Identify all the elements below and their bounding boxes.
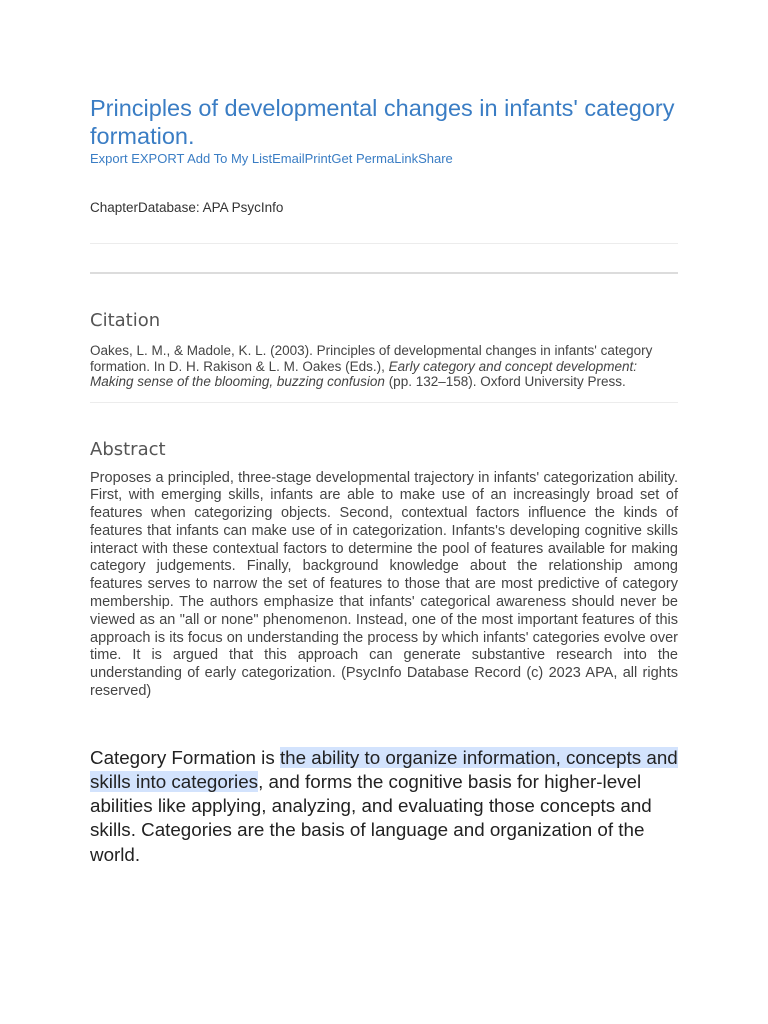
article-title: Principles of developmental changes in infants' category formation. (90, 95, 675, 149)
definition-prefix: Category Formation is (90, 746, 280, 768)
print-link[interactable]: Print (304, 151, 332, 166)
record-meta (90, 200, 678, 216)
abstract-text: Proposes a principled, three-stage developmental trajectory in infants' categorization ability. First, with emerging skills, infants are able to make use of an increasingly broad set of features when categorizing objects. Second, contextual factors influence the kinds of features that infants can make use of in categorization. Infants's developing cognitive skills interact with these contextual factors to determine the pool of features available for making category judgements. Finally, background knowledge about the relationship among features serves to narrow the set of features to those that are most predictive of category membership. The authors emphasize that infants' categorical awareness should never be viewed as an "all or none" phenomenon. Instead, one of the most important features of this approach is its focus on understanding the process by which infants' categories evolve over time. It is argued that this approach can generate substantive research into the understanding of early categorization. (PsycInfo Database Record (c) 2023 APA, all rights reserved) (90, 469, 678, 700)
citation-book-title: Early category and concept development: Making sense of the blooming, buzzing confusion (90, 358, 638, 389)
definition-suffix: , and forms the cognitive basis for higher-level abilities like applying, analyzing, and evaluating those concepts and skills. Categories are the basis of language and organization of the world. (90, 771, 652, 865)
citation-heading: Citation (90, 310, 161, 331)
divider (90, 402, 678, 403)
share-link[interactable]: Share (418, 151, 453, 166)
article-content (90, 94, 678, 867)
divider (90, 243, 678, 244)
citation-publisher: (pp. 132–158). Oxford University Press. (384, 374, 626, 389)
citation-authors: Oakes, L. M., & Madole, K. L. (2003). Principles of developmental changes in infants' category formation. In D. H. Rakison & L. M. Oakes (Eds.), (90, 343, 653, 374)
get-permalink-link[interactable]: Get PermaLink (331, 151, 419, 166)
divider (90, 272, 678, 274)
add-to-my-list-link[interactable]: Add To My List (187, 151, 273, 166)
email-link[interactable]: Email (272, 151, 305, 166)
record-type: Chapter (90, 200, 139, 215)
export-link[interactable]: Export (90, 151, 128, 166)
definition-paragraph (90, 746, 678, 867)
database-label: Database: APA PsycInfo (138, 200, 284, 215)
action-links (90, 151, 678, 167)
citation-text (90, 343, 678, 390)
abstract-heading: Abstract (90, 438, 166, 460)
export-caps-link[interactable]: EXPORT (131, 151, 185, 166)
highlighted-definition: the ability to organize information, concepts and skills into categories (90, 746, 678, 793)
